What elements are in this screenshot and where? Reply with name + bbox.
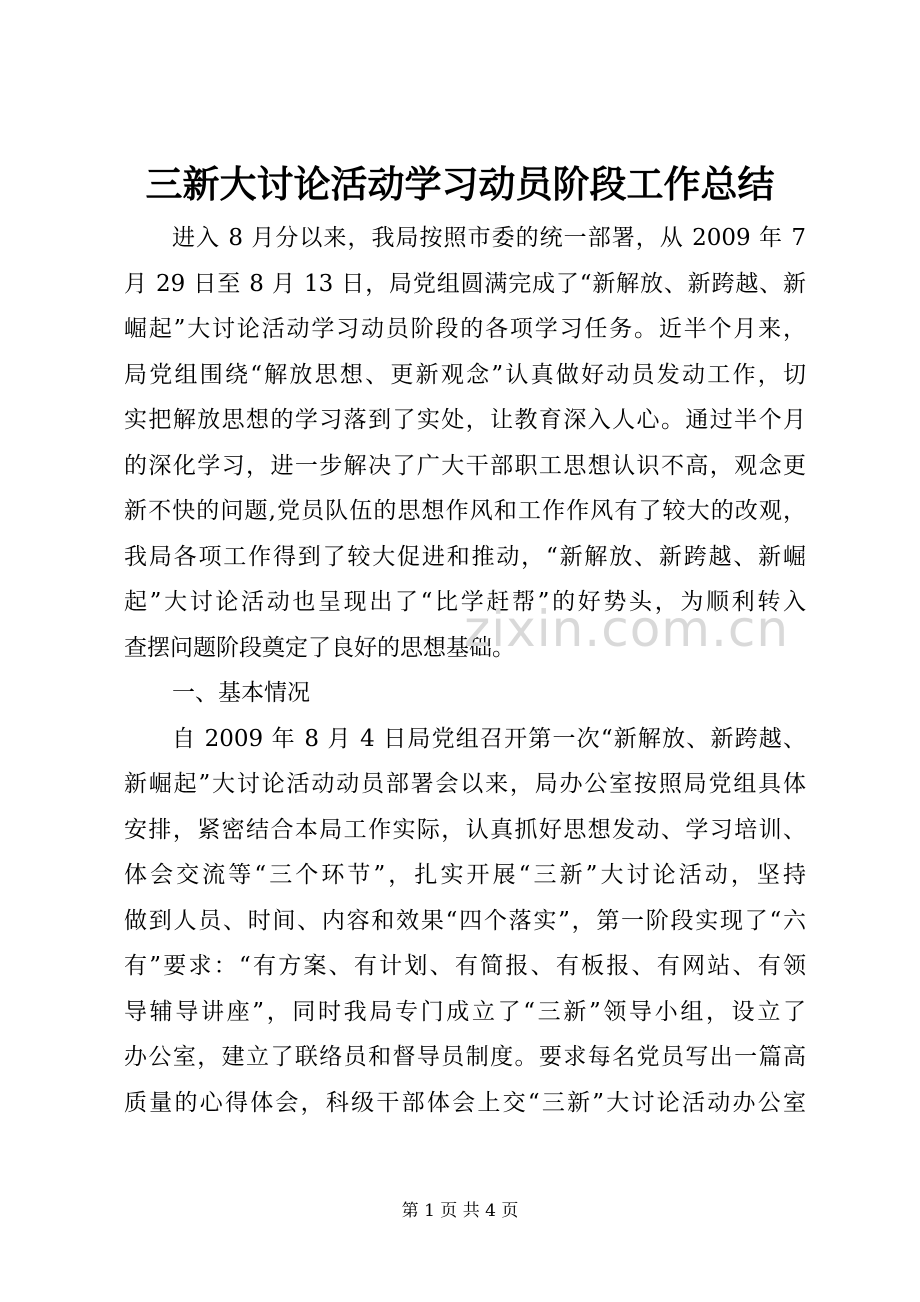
text-line-8: 我局各项工作得到了较大促进和推动，“新解放、新跨越、新崛 [124, 543, 806, 570]
text-line-2: 月 29 日至 8 月 13 日，局党组圆满完成了“新解放、新跨越、新 [124, 270, 806, 297]
page-footer: 第 1 页 共 4 页 [401, 1201, 519, 1221]
section-heading: 一、基本情况 [172, 680, 310, 706]
text-line-10: 查摆问题阶段奠定了良好的思想基础。 [124, 634, 515, 661]
text-line-12: 自 2009 年 8 月 4 日局党组召开第一次“新解放、新跨越、 [172, 725, 806, 752]
text-line-5: 实把解放思想的学习落到了实处，让教育深入人心。通过半个月 [124, 407, 806, 433]
text-line-1: 进入 8 月分以来，我局按照市委的统一部署，从 2009 年 7 [172, 225, 806, 251]
text-line-15: 体会交流等“三个环节”，扎实开展“三新”大讨论活动，坚持 [124, 862, 806, 888]
text-line-6: 的深化学习，进一步解决了广大干部职工思想认识不高，观念更 [124, 452, 806, 479]
text-line-7: 新不快的问题,党员队伍的思想作风和工作作风有了较大的改观， [124, 498, 806, 524]
text-line-18: 导辅导讲座”，同时我局专门成立了“三新”领导小组，设立了 [124, 998, 806, 1025]
text-line-14: 安排，紧密结合本局工作实际，认真抓好思想发动、学习培训、 [124, 816, 806, 843]
text-line-19: 办公室，建立了联络员和督导员制度。要求每名党员写出一篇高 [124, 1044, 806, 1070]
document-title: 三新大讨论活动学习动员阶段工作总结 [145, 163, 775, 206]
text-line-9: 起”大讨论活动也呈现出了“比学赶帮”的好势头，为顺利转入 [124, 589, 806, 615]
text-line-13: 新崛起”大讨论活动动员部署会以来，局办公室按照局党组具体 [124, 771, 806, 797]
text-line-17: 有”要求：“有方案、有计划、有简报、有板报、有网站、有领 [124, 953, 806, 979]
text-line-16: 做到人员、时间、内容和效果“四个落实”，第一阶段实现了“六 [124, 907, 806, 934]
text-line-20: 质量的心得体会，科级干部体会上交“三新”大讨论活动办公室 [124, 1089, 806, 1116]
text-line-3: 崛起”大讨论活动学习动员阶段的各项学习任务。近半个月来， [124, 316, 806, 342]
document-body [124, 216, 806, 1126]
text-line-4: 局党组围绕“解放思想、更新观念”认真做好动员发动工作，切 [124, 361, 806, 388]
watermark: zixin.com.cn [464, 600, 790, 658]
